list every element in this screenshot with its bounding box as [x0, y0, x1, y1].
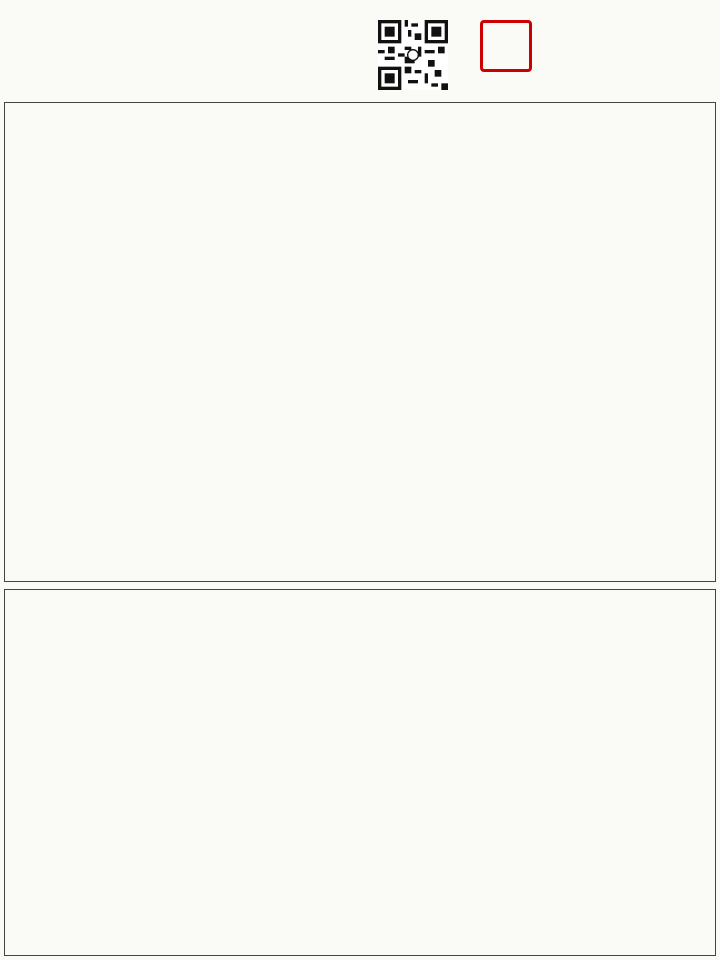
annual-luck-grid [4, 589, 716, 956]
chart-board [4, 102, 716, 582]
seal-stamp [480, 20, 532, 72]
qr-code-icon [378, 20, 448, 90]
header [0, 0, 720, 100]
